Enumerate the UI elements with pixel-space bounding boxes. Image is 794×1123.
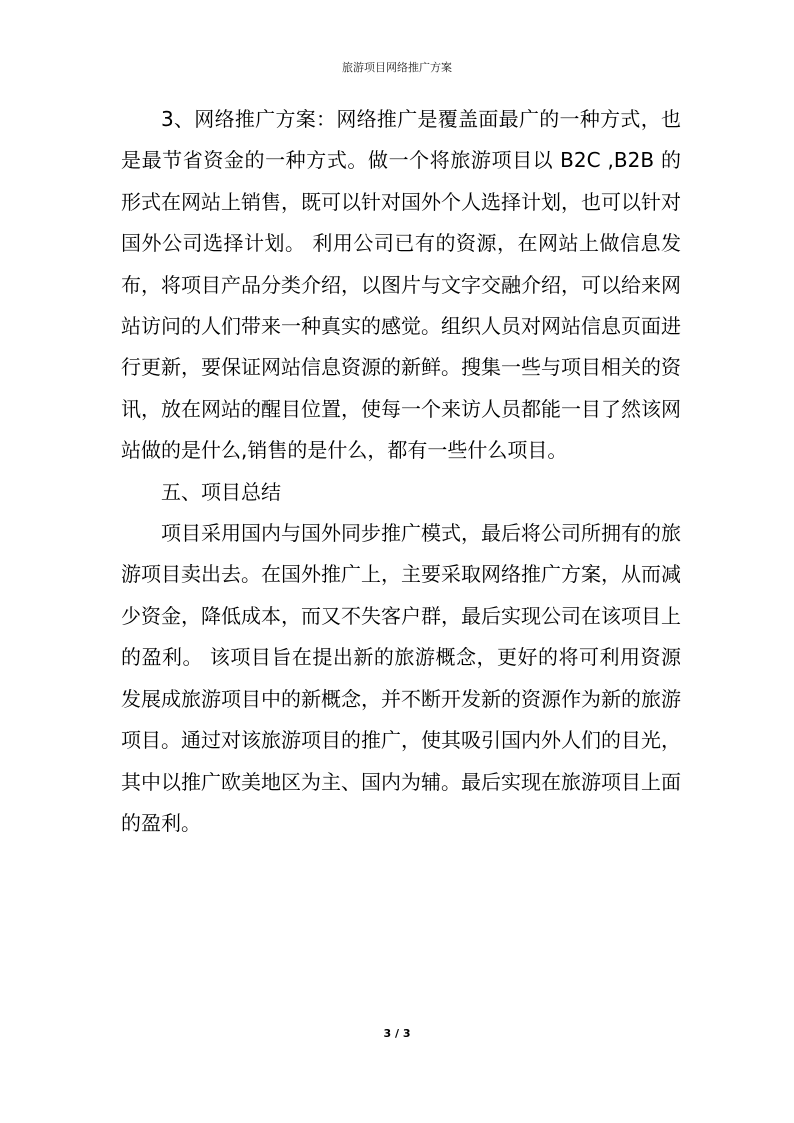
section-heading-project-summary: 五、项目总结 <box>161 479 281 504</box>
paragraph-project-summary: 项目采用国内与国外同步推广模式，最后将公司所拥有的旅游项目卖出去。在国外推广上，主要采取网络推广方案，从而减少资金，降低成本，而又不失客户群，最后实现公司在该项目上的盈利。 该项目旨在提出新的旅游概念，更好的将可利用资源发展成旅游项目中的新概念，并不断开发新的资源作为新的旅游项目。通过对该旅游项目的推广，使其吸引国内外人们的目光，其中以推广欧美地区为主、国内为辅。最后实现在旅游项目上面的盈利。 <box>121 521 681 835</box>
page-number: 3 / 3 <box>383 1027 411 1040</box>
page-header-title: 旅游项目网络推广方案 <box>342 61 452 74</box>
paragraph-network-promotion: 3、网络推广方案：网络推广是覆盖面最广的一种方式，也是最节省资金的一种方式。做一个将旅游项目以 B2C ,B2B 的形式在网站上销售，既可以针对国外个人选择计划，也可以针对国外公司选择计划。 利用公司已有的资源，在网站上做信息发布，将项目产品分类介绍，以图片与文字交融介绍，可以给来网站访问的人们带来一种真实的感觉。组织人员对网站信息页面进行更新，要保证网站信息资源的新鲜。搜集一些与项目相关的资讯，放在网站的醒目位置，使每一个来访人员都能一目了然该网站做的是什么,销售的是什么，都有一些什么项目。 <box>121 107 681 463</box>
document-body <box>121 99 681 844</box>
